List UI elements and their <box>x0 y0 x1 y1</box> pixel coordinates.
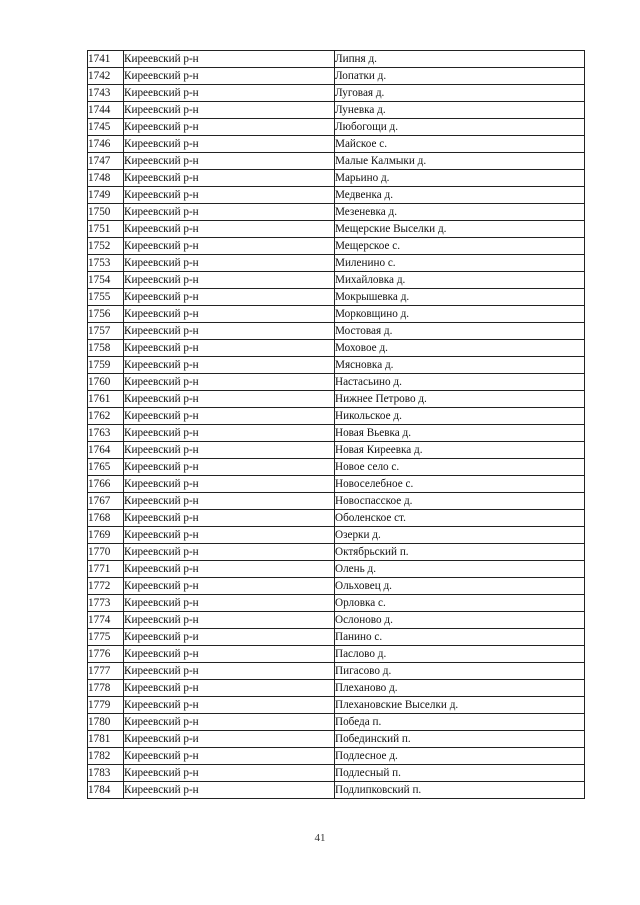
settlement-cell: Новоселебное с. <box>335 476 585 493</box>
row-number: 1752 <box>88 238 124 255</box>
row-number: 1775 <box>88 629 124 646</box>
settlement-cell: Мостовая д. <box>335 323 585 340</box>
district-cell: Киреевский р-н <box>124 561 335 578</box>
table-row <box>88 442 585 459</box>
row-number: 1769 <box>88 527 124 544</box>
settlement-cell: Подлесное д. <box>335 748 585 765</box>
settlement-cell: Мясновка д. <box>335 357 585 374</box>
settlement-cell: Мокрышевка д. <box>335 289 585 306</box>
row-number: 1772 <box>88 578 124 595</box>
settlement-cell: Нижнее Петрово д. <box>335 391 585 408</box>
table-row <box>88 782 585 799</box>
settlement-cell: Миленино с. <box>335 255 585 272</box>
row-number: 1764 <box>88 442 124 459</box>
table-row <box>88 357 585 374</box>
table-row <box>88 731 585 748</box>
row-number: 1741 <box>88 51 124 68</box>
settlement-cell: Ослоново д. <box>335 612 585 629</box>
settlement-cell: Орловка с. <box>335 595 585 612</box>
row-number: 1760 <box>88 374 124 391</box>
settlement-cell: Подлесный п. <box>335 765 585 782</box>
row-number: 1771 <box>88 561 124 578</box>
table-row <box>88 102 585 119</box>
district-cell: Киреевский р-н <box>124 459 335 476</box>
district-cell: Киреевский р-н <box>124 374 335 391</box>
row-number: 1757 <box>88 323 124 340</box>
row-number: 1743 <box>88 85 124 102</box>
row-number: 1750 <box>88 204 124 221</box>
district-cell: Киреевский р-н <box>124 221 335 238</box>
settlement-cell: Марьино д. <box>335 170 585 187</box>
row-number: 1761 <box>88 391 124 408</box>
settlement-cell: Паслово д. <box>335 646 585 663</box>
table-row <box>88 85 585 102</box>
district-cell: Киреевский р-н <box>124 68 335 85</box>
settlement-cell: Плехановские Выселки д. <box>335 697 585 714</box>
settlement-cell: Новоспасское д. <box>335 493 585 510</box>
row-number: 1779 <box>88 697 124 714</box>
table-row <box>88 374 585 391</box>
row-number: 1778 <box>88 680 124 697</box>
table-row <box>88 51 585 68</box>
district-cell: Киреевский р-н <box>124 578 335 595</box>
district-cell: Киреевский р-и <box>124 731 335 748</box>
table-row <box>88 340 585 357</box>
table-row <box>88 238 585 255</box>
table-row <box>88 561 585 578</box>
row-number: 1762 <box>88 408 124 425</box>
district-cell: Киреевский р-н <box>124 714 335 731</box>
row-number: 1742 <box>88 68 124 85</box>
district-cell: Киреевский р-н <box>124 748 335 765</box>
table-row <box>88 578 585 595</box>
district-cell: Киреевский р-н <box>124 476 335 493</box>
table-row <box>88 136 585 153</box>
row-number: 1745 <box>88 119 124 136</box>
district-cell: Киреевский р-н <box>124 527 335 544</box>
row-number: 1763 <box>88 425 124 442</box>
settlement-cell: Панино с. <box>335 629 585 646</box>
table-row <box>88 459 585 476</box>
table-row <box>88 663 585 680</box>
registry-table-body <box>88 51 585 799</box>
settlement-cell: Новая Киреевка д. <box>335 442 585 459</box>
settlement-cell: Побединский п. <box>335 731 585 748</box>
settlement-cell: Мещерские Выселки д. <box>335 221 585 238</box>
settlement-cell: Пигасово д. <box>335 663 585 680</box>
row-number: 1759 <box>88 357 124 374</box>
row-number: 1749 <box>88 187 124 204</box>
settlement-cell: Михайловка д. <box>335 272 585 289</box>
district-cell: Киреевский р-н <box>124 646 335 663</box>
table-row <box>88 204 585 221</box>
table-row <box>88 714 585 731</box>
row-number: 1768 <box>88 510 124 527</box>
settlement-cell: Новая Вьевка д. <box>335 425 585 442</box>
settlement-cell: Моховое д. <box>335 340 585 357</box>
district-cell: Киреевский р-н <box>124 663 335 680</box>
table-row <box>88 119 585 136</box>
district-cell: Киреевский р-н <box>124 306 335 323</box>
district-cell: Киреевский р-н <box>124 425 335 442</box>
row-number: 1744 <box>88 102 124 119</box>
settlement-cell: Мезеневка д. <box>335 204 585 221</box>
settlement-cell: Оболенское ст. <box>335 510 585 527</box>
table-row <box>88 323 585 340</box>
row-number: 1770 <box>88 544 124 561</box>
row-number: 1753 <box>88 255 124 272</box>
table-row <box>88 493 585 510</box>
settlement-cell: Морковщино д. <box>335 306 585 323</box>
district-cell: Киреевский р-н <box>124 255 335 272</box>
district-cell: Киреевский р-н <box>124 238 335 255</box>
district-cell: Киреевский р-н <box>124 187 335 204</box>
settlement-cell: Победа п. <box>335 714 585 731</box>
settlement-cell: Любогощи д. <box>335 119 585 136</box>
district-cell: Киреевский р-н <box>124 136 335 153</box>
row-number: 1755 <box>88 289 124 306</box>
district-cell: Киреевский р-н <box>124 51 335 68</box>
table-row <box>88 748 585 765</box>
row-number: 1776 <box>88 646 124 663</box>
district-cell: Киреевский р-н <box>124 697 335 714</box>
table-row <box>88 272 585 289</box>
district-cell: Киреевский р-н <box>124 289 335 306</box>
table-row <box>88 289 585 306</box>
settlement-cell: Малые Калмыки д. <box>335 153 585 170</box>
table-row <box>88 544 585 561</box>
district-cell: Киреевский р-н <box>124 612 335 629</box>
settlement-cell: Ольховец д. <box>335 578 585 595</box>
settlement-cell: Никольское д. <box>335 408 585 425</box>
registry-table <box>87 50 585 799</box>
row-number: 1784 <box>88 782 124 799</box>
row-number: 1758 <box>88 340 124 357</box>
settlement-cell: Озерки д. <box>335 527 585 544</box>
settlement-cell: Луневка д. <box>335 102 585 119</box>
district-cell: Киреевский р-н <box>124 119 335 136</box>
settlement-cell: Новое село с. <box>335 459 585 476</box>
district-cell: Киреевский р-н <box>124 102 335 119</box>
settlement-cell: Настасьино д. <box>335 374 585 391</box>
row-number: 1746 <box>88 136 124 153</box>
district-cell: Киреевский р-н <box>124 204 335 221</box>
district-cell: Киреевский р-н <box>124 493 335 510</box>
district-cell: Киреевский р-н <box>124 680 335 697</box>
district-cell: Киреевский р-н <box>124 340 335 357</box>
district-cell: Киреевский р-н <box>124 442 335 459</box>
settlement-cell: Подлипковский п. <box>335 782 585 799</box>
district-cell: Киреевский р-н <box>124 272 335 289</box>
district-cell: Киреевский р-и <box>124 629 335 646</box>
row-number: 1780 <box>88 714 124 731</box>
table-row <box>88 476 585 493</box>
table-row <box>88 170 585 187</box>
district-cell: Киреевский р-н <box>124 170 335 187</box>
table-row <box>88 510 585 527</box>
row-number: 1754 <box>88 272 124 289</box>
settlement-cell: Луговая д. <box>335 85 585 102</box>
row-number: 1765 <box>88 459 124 476</box>
settlement-cell: Лопатки д. <box>335 68 585 85</box>
row-number: 1747 <box>88 153 124 170</box>
row-number: 1751 <box>88 221 124 238</box>
table-row <box>88 629 585 646</box>
page-number: 41 <box>314 832 326 844</box>
settlement-cell: Мещерское с. <box>335 238 585 255</box>
district-cell: Киреевский р-н <box>124 391 335 408</box>
table-row <box>88 221 585 238</box>
table-row <box>88 187 585 204</box>
table-row <box>88 391 585 408</box>
table-row <box>88 595 585 612</box>
row-number: 1773 <box>88 595 124 612</box>
settlement-cell: Медвенка д. <box>335 187 585 204</box>
district-cell: Киреевский р-н <box>124 153 335 170</box>
table-row <box>88 153 585 170</box>
settlement-cell: Октябрьский п. <box>335 544 585 561</box>
district-cell: Киреевский р-н <box>124 85 335 102</box>
row-number: 1766 <box>88 476 124 493</box>
settlement-cell: Липня д. <box>335 51 585 68</box>
row-number: 1767 <box>88 493 124 510</box>
table-row <box>88 697 585 714</box>
table-row <box>88 408 585 425</box>
settlement-cell: Плеханово д. <box>335 680 585 697</box>
district-cell: Киреевский р-н <box>124 357 335 374</box>
settlement-cell: Олень д. <box>335 561 585 578</box>
row-number: 1782 <box>88 748 124 765</box>
table-row <box>88 612 585 629</box>
row-number: 1756 <box>88 306 124 323</box>
table-row <box>88 68 585 85</box>
row-number: 1781 <box>88 731 124 748</box>
district-cell: Киреевский р-н <box>124 595 335 612</box>
table-row <box>88 765 585 782</box>
district-cell: Киреевский р-н <box>124 323 335 340</box>
district-cell: Киреевский р-н <box>124 510 335 527</box>
district-cell: Киреевский р-н <box>124 765 335 782</box>
settlement-cell: Майское с. <box>335 136 585 153</box>
row-number: 1774 <box>88 612 124 629</box>
row-number: 1777 <box>88 663 124 680</box>
table-row <box>88 646 585 663</box>
table-row <box>88 425 585 442</box>
district-cell: Киреевский р-н <box>124 782 335 799</box>
row-number: 1748 <box>88 170 124 187</box>
district-cell: Киреевский р-н <box>124 544 335 561</box>
row-number: 1783 <box>88 765 124 782</box>
table-row <box>88 306 585 323</box>
district-cell: Киреевский р-н <box>124 408 335 425</box>
table-row <box>88 680 585 697</box>
table-row <box>88 255 585 272</box>
table-row <box>88 527 585 544</box>
